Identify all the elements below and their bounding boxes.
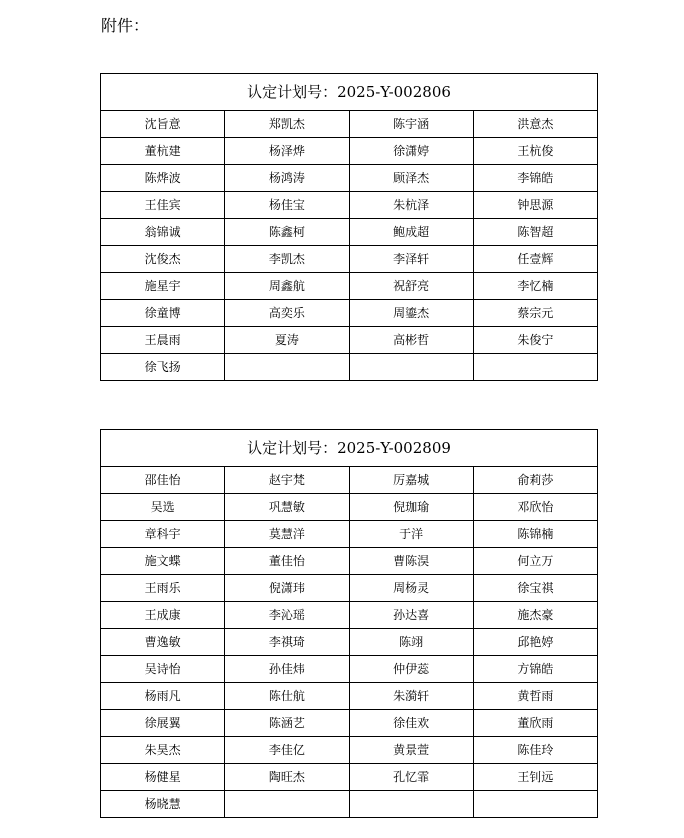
table-row [101, 683, 598, 710]
name-cell: 何立万 [473, 548, 597, 575]
table-row [101, 467, 598, 494]
table-row [101, 791, 598, 818]
name-cell: 周鎏杰 [349, 300, 473, 327]
name-cell: 鲍成超 [349, 219, 473, 246]
name-cell: 方锦皓 [473, 656, 597, 683]
table-row [101, 575, 598, 602]
plan-table [100, 73, 598, 381]
name-cell: 吴选 [101, 494, 225, 521]
name-cell [349, 354, 473, 381]
name-cell: 李锦皓 [473, 165, 597, 192]
name-cell: 李凯杰 [225, 246, 349, 273]
name-cell [473, 791, 597, 818]
name-cell: 施文蝶 [101, 548, 225, 575]
attachment-label: 附件： [101, 16, 150, 35]
name-cell [225, 354, 349, 381]
name-cell: 高彬哲 [349, 327, 473, 354]
name-cell: 王杭俊 [473, 138, 597, 165]
name-cell: 杨晓慧 [101, 791, 225, 818]
name-cell: 朱漪轩 [349, 683, 473, 710]
name-cell: 李沁瑶 [225, 602, 349, 629]
name-cell: 蔡宗元 [473, 300, 597, 327]
name-cell: 赵宇梵 [225, 467, 349, 494]
plan-table [100, 429, 598, 818]
name-cell: 李佳亿 [225, 737, 349, 764]
name-cell: 沈俊杰 [101, 246, 225, 273]
name-cell: 郑凯杰 [225, 111, 349, 138]
name-cell: 吴诗怡 [101, 656, 225, 683]
name-cell: 黄哲雨 [473, 683, 597, 710]
name-cell: 任壹辉 [473, 246, 597, 273]
table-row [101, 737, 598, 764]
name-cell: 徐飞扬 [101, 354, 225, 381]
name-cell: 周杨灵 [349, 575, 473, 602]
plan-number-title: 认定计划号：2025-Y-002806 [101, 74, 598, 111]
name-cell: 徐展翼 [101, 710, 225, 737]
name-cell: 陈佳玲 [473, 737, 597, 764]
table-row [101, 354, 598, 381]
name-cell: 陶旺杰 [225, 764, 349, 791]
table-row [101, 165, 598, 192]
name-cell: 祝舒亮 [349, 273, 473, 300]
name-cell: 王钊远 [473, 764, 597, 791]
table-row [101, 327, 598, 354]
table-row [101, 764, 598, 791]
name-cell [349, 791, 473, 818]
name-cell: 钟思源 [473, 192, 597, 219]
name-cell: 俞莉莎 [473, 467, 597, 494]
name-cell: 杨健星 [101, 764, 225, 791]
table-row [101, 710, 598, 737]
plan-number-title: 认定计划号：2025-Y-002809 [101, 430, 598, 467]
name-cell: 曹陈淏 [349, 548, 473, 575]
name-cell: 邵佳怡 [101, 467, 225, 494]
table-title-row [101, 74, 598, 111]
table-row [101, 273, 598, 300]
name-cell: 徐潇婷 [349, 138, 473, 165]
name-cell: 翁锦诚 [101, 219, 225, 246]
name-cell: 陈翊 [349, 629, 473, 656]
name-cell: 徐宝祺 [473, 575, 597, 602]
name-cell: 高奕乐 [225, 300, 349, 327]
name-cell: 莫慧洋 [225, 521, 349, 548]
name-cell: 朱杭泽 [349, 192, 473, 219]
name-cell: 邱艳婷 [473, 629, 597, 656]
name-cell: 杨佳宝 [225, 192, 349, 219]
name-cell: 孙达喜 [349, 602, 473, 629]
name-cell: 倪潇玮 [225, 575, 349, 602]
name-cell: 章科宇 [101, 521, 225, 548]
name-cell: 李祺琦 [225, 629, 349, 656]
name-cell: 王晨雨 [101, 327, 225, 354]
name-cell: 陈烨波 [101, 165, 225, 192]
table-row [101, 656, 598, 683]
table-row [101, 300, 598, 327]
table-title-row [101, 430, 598, 467]
name-cell: 巩慧敏 [225, 494, 349, 521]
name-cell: 王成康 [101, 602, 225, 629]
name-cell: 董杭建 [101, 138, 225, 165]
name-cell: 仲伊蕊 [349, 656, 473, 683]
name-cell: 杨雨凡 [101, 683, 225, 710]
name-cell: 李忆楠 [473, 273, 597, 300]
name-cell: 施杰豪 [473, 602, 597, 629]
name-cell: 李泽轩 [349, 246, 473, 273]
name-cell: 朱俊宁 [473, 327, 597, 354]
table-row [101, 246, 598, 273]
table-row [101, 192, 598, 219]
table-row [101, 138, 598, 165]
table-row [101, 548, 598, 575]
table-row [101, 629, 598, 656]
name-cell: 董欣雨 [473, 710, 597, 737]
name-cell: 陈仕航 [225, 683, 349, 710]
name-cell: 沈旨意 [101, 111, 225, 138]
table-row [101, 219, 598, 246]
name-cell: 孔忆霏 [349, 764, 473, 791]
name-cell: 邓欣怡 [473, 494, 597, 521]
name-cell: 徐佳欢 [349, 710, 473, 737]
name-cell: 陈锦楠 [473, 521, 597, 548]
name-cell: 施星宇 [101, 273, 225, 300]
name-cell [225, 791, 349, 818]
name-cell: 黄景萱 [349, 737, 473, 764]
name-cell: 杨鸿涛 [225, 165, 349, 192]
name-cell: 陈宇涵 [349, 111, 473, 138]
name-cell: 倪珈瑜 [349, 494, 473, 521]
name-cell: 于洋 [349, 521, 473, 548]
name-cell: 董佳怡 [225, 548, 349, 575]
name-cell: 徐童博 [101, 300, 225, 327]
name-cell: 王佳宾 [101, 192, 225, 219]
name-cell: 陈智超 [473, 219, 597, 246]
table-row [101, 111, 598, 138]
name-cell: 杨泽烨 [225, 138, 349, 165]
table-row [101, 602, 598, 629]
table-row [101, 494, 598, 521]
name-cell: 陈鑫柯 [225, 219, 349, 246]
name-cell: 曹逸敏 [101, 629, 225, 656]
name-cell: 夏涛 [225, 327, 349, 354]
name-cell: 周鑫航 [225, 273, 349, 300]
name-cell: 王雨乐 [101, 575, 225, 602]
name-cell: 孙佳炜 [225, 656, 349, 683]
name-cell: 顾泽杰 [349, 165, 473, 192]
table-row [101, 521, 598, 548]
name-cell: 厉嘉城 [349, 467, 473, 494]
name-cell: 陈涵艺 [225, 710, 349, 737]
name-cell: 洪意杰 [473, 111, 597, 138]
name-cell [473, 354, 597, 381]
name-cell: 朱昊杰 [101, 737, 225, 764]
